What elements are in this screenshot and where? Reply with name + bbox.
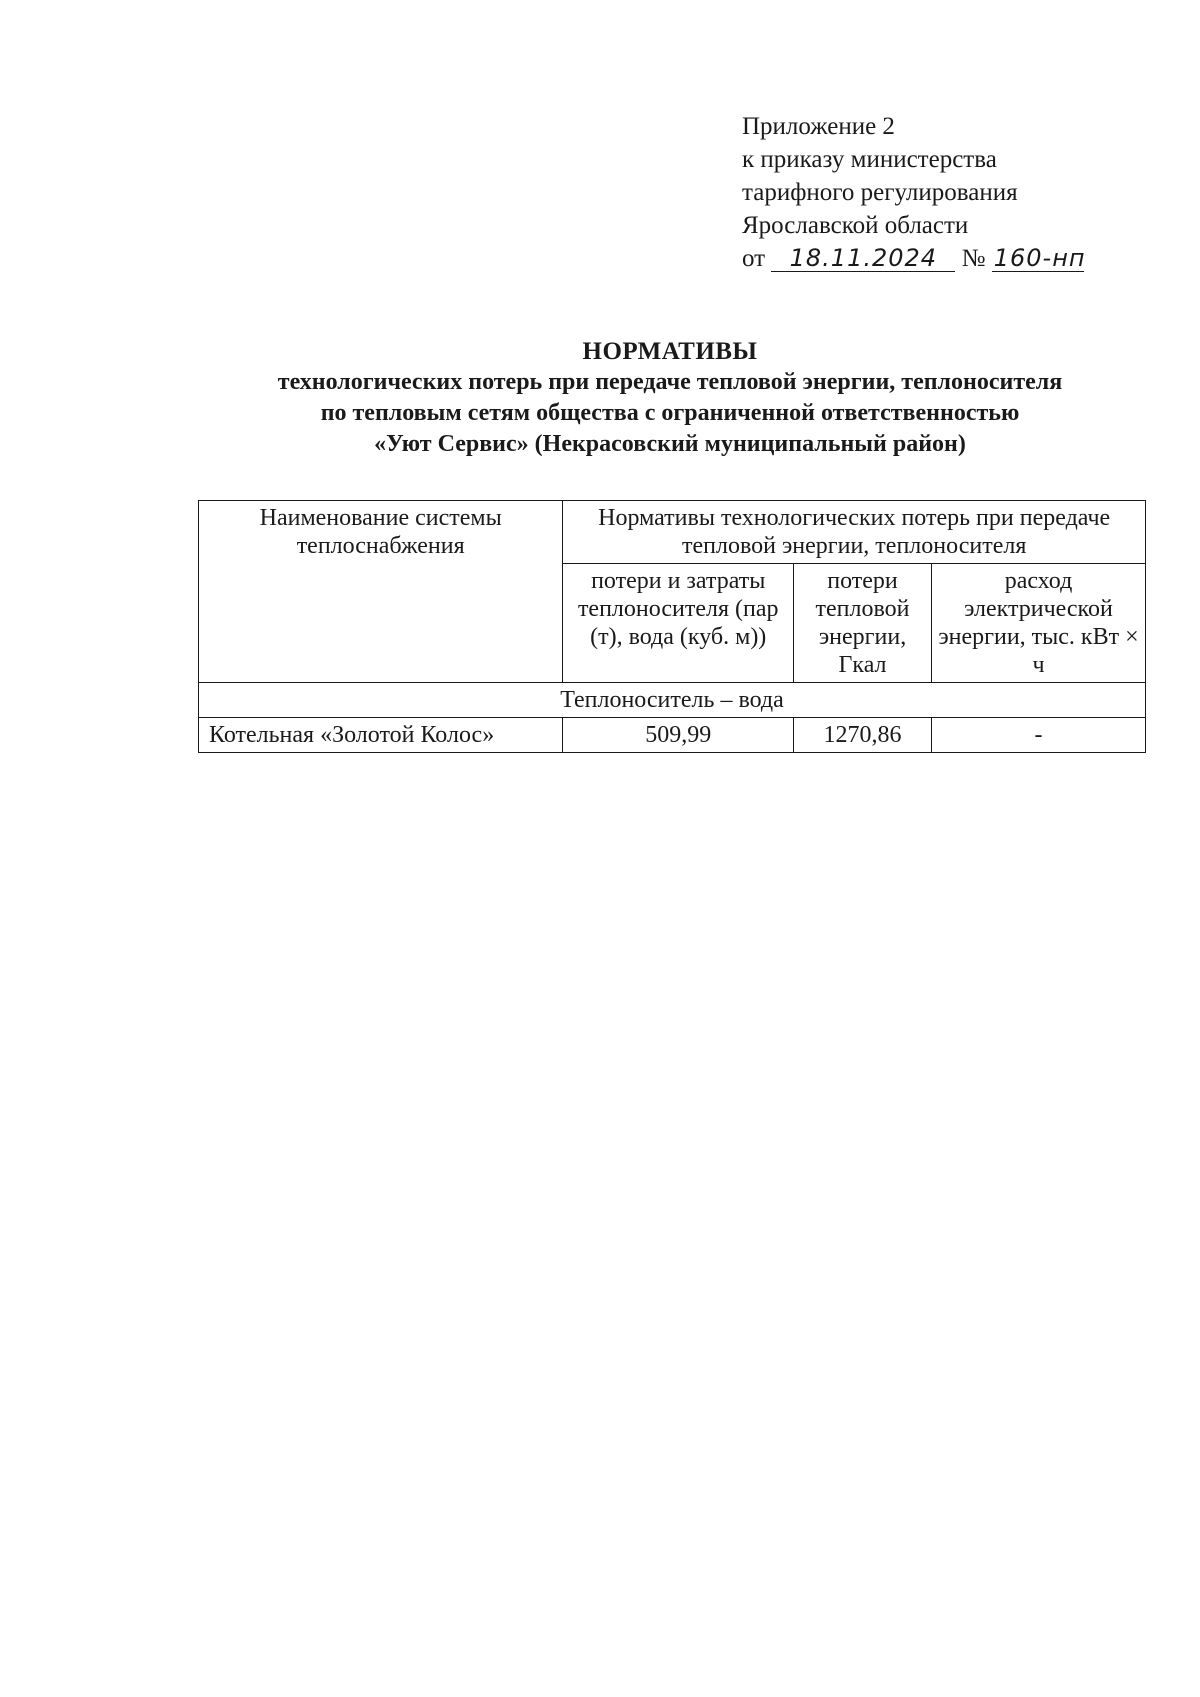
handwritten-number: 160-нп <box>993 244 1086 272</box>
appendix-order-ref: к приказу министерства <box>742 146 997 173</box>
appendix-date-number-line <box>742 242 1084 275</box>
document-title <box>180 336 1160 460</box>
appendix-header <box>742 110 1084 275</box>
header-system-name: Наименование системы теплоснабжения <box>199 501 563 683</box>
table-header-row <box>199 501 1146 564</box>
row-coolant-losses: 509,99 <box>563 718 794 753</box>
norms-table <box>198 500 1146 753</box>
appendix-region: Ярославской области <box>742 212 969 239</box>
title-line-3: «Уют Сервис» (Некрасовский муниципальный район) <box>374 431 966 457</box>
table-row <box>199 718 1146 753</box>
title-line-2: по тепловым сетям общества с ограниченной ответственностью <box>320 400 1020 426</box>
number-label: № <box>961 245 986 272</box>
row-heat-losses: 1270,86 <box>794 718 932 753</box>
subheader-heat-losses: потери тепловой энергии, Гкал <box>794 564 932 683</box>
row-system-name: Котельная «Золотой Колос» <box>199 718 563 753</box>
appendix-number: Приложение 2 <box>742 113 895 140</box>
table-section-row <box>199 683 1146 718</box>
subheader-electricity: расход электрической энергии, тыс. кВт × ч <box>931 564 1145 683</box>
header-norms-group: Нормативы технологических потерь при передаче тепловой энергии, теплоносителя <box>563 501 1146 564</box>
from-label: от <box>742 245 766 272</box>
appendix-ministry: тарифного регулирования <box>742 179 1018 206</box>
row-electricity: - <box>931 718 1145 753</box>
title-main: НОРМАТИВЫ <box>582 338 758 365</box>
subheader-coolant-losses: потери и затраты теплоносителя (пар (т), вода (куб. м)) <box>563 564 794 683</box>
section-label: Теплоноситель – вода <box>199 683 1146 718</box>
title-line-1: технологических потерь при передаче тепловой энергии, теплоносителя <box>277 369 1063 395</box>
handwritten-date: 18.11.2024 <box>771 245 955 272</box>
